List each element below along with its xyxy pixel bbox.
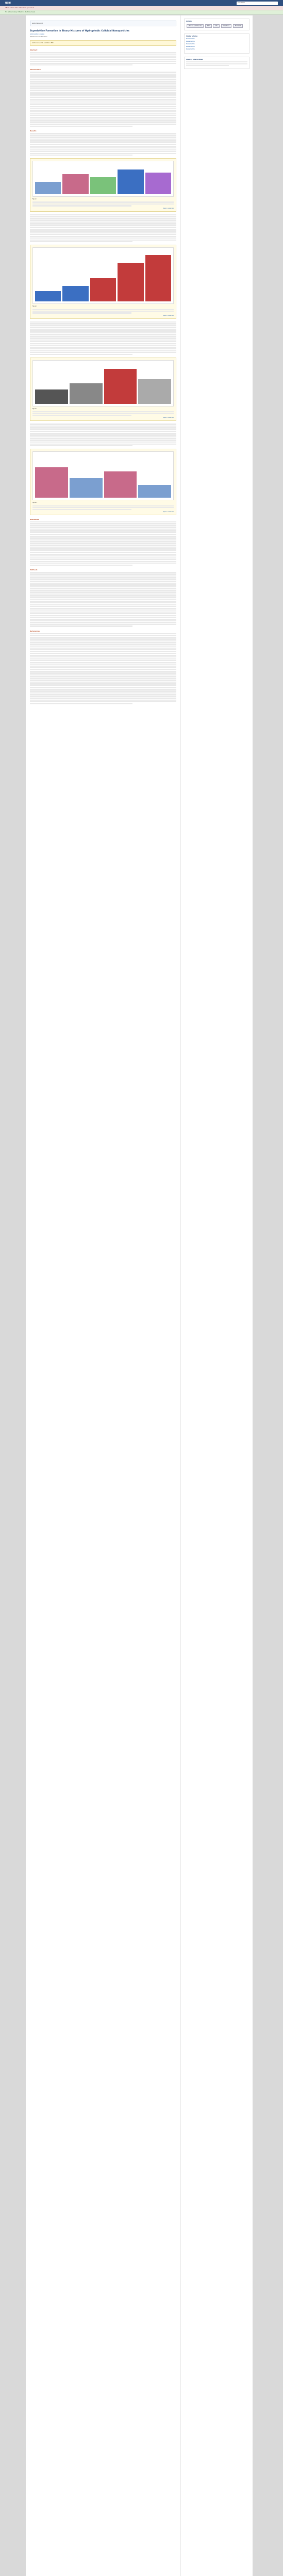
figure-3 — [30, 358, 176, 421]
sidebar — [180, 15, 253, 2576]
pdf-button[interactable]: PDF — [205, 24, 211, 28]
publisher-site-button[interactable]: View on publisher site — [187, 24, 204, 28]
cited-by-box — [184, 57, 249, 69]
article-title: Superlattice Formation in Binary Mixtures of Hydrophobic Colloidal Nanoparticles — [30, 29, 129, 32]
figure-2-image[interactable] — [32, 247, 174, 304]
page-shell — [26, 15, 253, 2576]
abstract-body — [30, 52, 176, 66]
similar-article-link[interactable]: Related article — [186, 43, 195, 45]
manuscript-notice: Author manuscript; available in PMC. — [30, 40, 176, 46]
methods-heading: Methods — [30, 568, 38, 571]
figure-4-open-link[interactable]: Open in a new tab — [162, 511, 174, 513]
figure-1-image[interactable] — [32, 161, 174, 197]
actions-box — [184, 19, 249, 30]
references-heading: References — [30, 630, 40, 632]
journal-line: Author Manuscript — [32, 23, 43, 24]
similar-articles-box — [184, 33, 249, 54]
actions-title: Actions — [186, 21, 192, 22]
figure-1 — [30, 158, 176, 211]
results-body-3 — [30, 321, 176, 355]
discussion-body — [30, 521, 176, 566]
figure-2 — [30, 245, 176, 318]
author-list[interactable]: Authors listed in original — [30, 33, 45, 36]
ncbi-logo[interactable]: NCBI — [5, 2, 11, 5]
intro-body — [30, 72, 176, 127]
top-navigation-bar — [0, 0, 283, 6]
search-input[interactable]: Search PMC — [237, 2, 278, 5]
nlm-banner-text: The National Library of Medicine (NLM) has moved — [5, 11, 36, 13]
figure-4-image[interactable] — [32, 451, 174, 500]
similar-article-link[interactable]: Related article — [186, 48, 195, 50]
similar-articles-title: Similar articles — [186, 35, 198, 37]
similar-article-link[interactable]: Related article — [186, 41, 195, 43]
cite-button[interactable]: Cite — [213, 24, 220, 28]
figure-3-image[interactable] — [32, 360, 174, 406]
figure-2-caption: Figure 2 — [32, 306, 38, 308]
results-body-1 — [30, 133, 176, 156]
permalink-button[interactable]: Permalink — [233, 24, 243, 28]
similar-article-link[interactable]: Related article — [186, 38, 195, 40]
figure-2-open-link[interactable]: Open in a new tab — [162, 314, 174, 316]
discussion-heading: Discussion — [30, 518, 40, 520]
similar-article-link[interactable]: Related article — [186, 46, 195, 48]
nlm-banner — [0, 10, 283, 14]
collections-button[interactable]: Collections — [221, 24, 232, 28]
figure-4 — [30, 449, 176, 515]
journal-box — [30, 21, 176, 26]
figure-4-caption: Figure 4 — [32, 502, 38, 504]
figure-1-caption: Figure 1 — [32, 198, 38, 200]
figure-3-caption: Figure 3 — [32, 408, 38, 410]
cited-by-title: Cited by other articles — [186, 58, 203, 60]
gov-banner — [0, 6, 283, 10]
figure-3-open-link[interactable]: Open in a new tab — [162, 417, 174, 419]
article-main — [26, 15, 180, 2576]
results-heading: Results — [30, 130, 37, 132]
intro-heading: Introduction — [30, 69, 41, 71]
results-body-2 — [30, 214, 176, 243]
gov-banner-text: Official website of the United States government — [5, 7, 35, 9]
abstract-heading: Abstract — [30, 48, 38, 51]
results-body-4 — [30, 423, 176, 446]
references-list — [30, 633, 176, 704]
figure-1-open-link[interactable]: Open in a new tab — [162, 207, 174, 209]
publication-meta: Published in final edited form — [30, 36, 47, 38]
methods-body — [30, 572, 176, 627]
